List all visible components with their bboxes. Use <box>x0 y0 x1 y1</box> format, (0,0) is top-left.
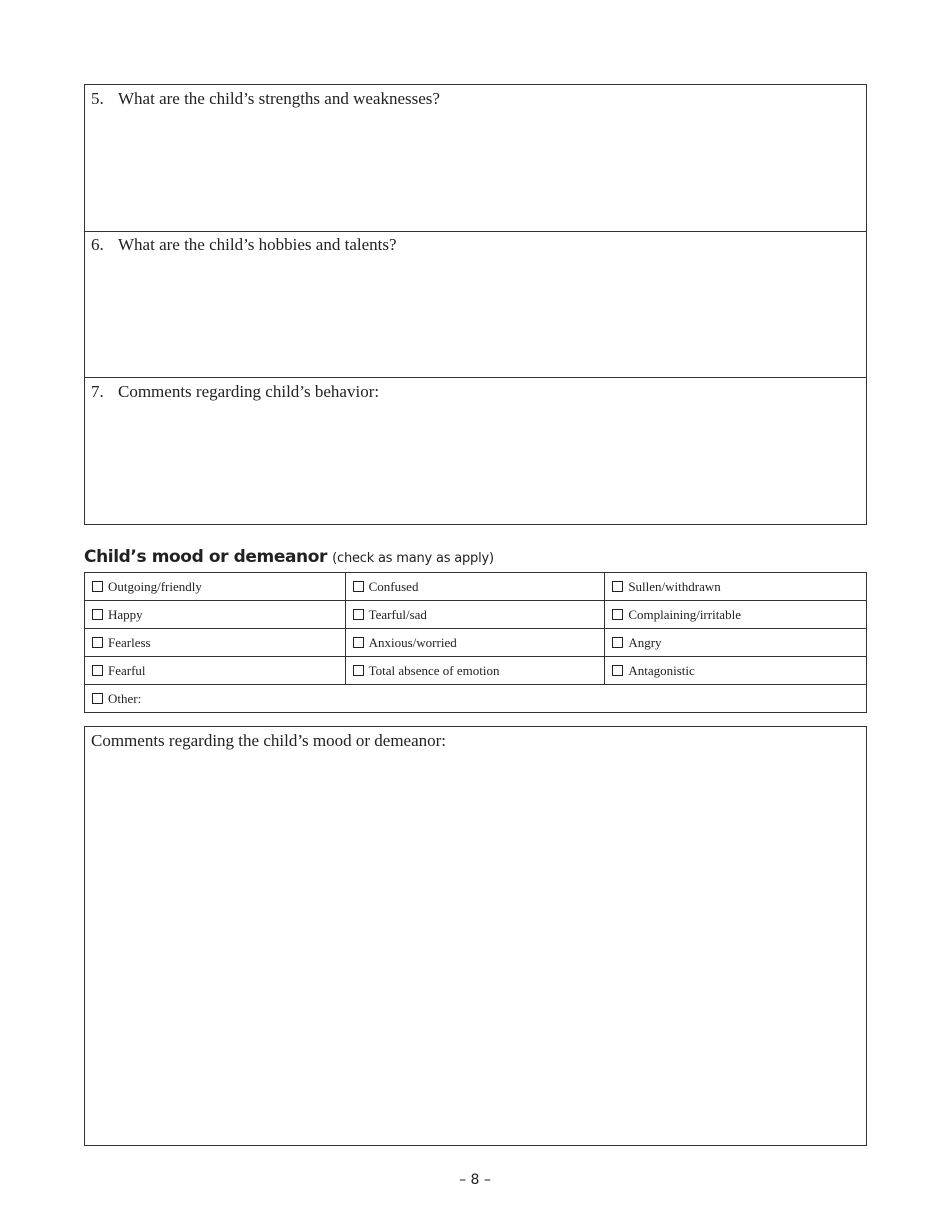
mood-option-label: Confused <box>368 578 419 594</box>
mood-option-label: Outgoing/friendly <box>108 578 202 594</box>
mood-row <box>85 657 867 685</box>
page-number: – 8 – <box>459 1172 491 1188</box>
mood-option-antagonistic[interactable] <box>605 657 867 685</box>
mood-option-angry[interactable] <box>605 629 867 657</box>
mood-option-label: Sullen/withdrawn <box>628 578 721 594</box>
question-text: Comments regarding child’s behavior: <box>118 382 380 401</box>
mood-row <box>85 573 867 601</box>
mood-option-happy[interactable] <box>85 601 346 629</box>
mood-option-outgoing-friendly[interactable] <box>85 573 346 601</box>
question-number: 6. <box>91 235 104 254</box>
checkbox[interactable] <box>92 581 103 592</box>
checkbox[interactable] <box>92 609 103 620</box>
mood-option-anxious-worried[interactable] <box>345 629 605 657</box>
question-number: 7. <box>91 382 104 401</box>
question-6-prompt <box>91 235 397 255</box>
mood-option-other[interactable] <box>85 685 867 713</box>
mood-row <box>85 601 867 629</box>
question-6-answer-box[interactable] <box>84 231 867 378</box>
question-7-prompt <box>91 382 379 402</box>
mood-option-label: Total absence of emotion <box>368 662 500 678</box>
mood-checklist <box>84 572 867 713</box>
question-5-answer-box[interactable] <box>84 84 867 232</box>
mood-option-label: Fearless <box>108 634 151 650</box>
mood-option-fearless[interactable] <box>85 629 346 657</box>
mood-option-confused[interactable] <box>345 573 605 601</box>
mood-row <box>85 629 867 657</box>
mood-option-label: Complaining/irritable <box>628 606 741 622</box>
mood-option-label: Fearful <box>108 662 146 678</box>
mood-option-label: Antagonistic <box>628 662 695 678</box>
checkbox[interactable] <box>612 665 623 676</box>
checkbox[interactable] <box>92 637 103 648</box>
question-7-answer-box[interactable] <box>84 377 867 525</box>
mood-comments-answer-box[interactable] <box>84 726 867 1146</box>
mood-option-total-absence-of-emotion[interactable] <box>345 657 605 685</box>
mood-option-label: Anxious/worried <box>368 634 457 650</box>
checkbox[interactable] <box>353 665 364 676</box>
checkbox[interactable] <box>612 637 623 648</box>
mood-option-sullen-withdrawn[interactable] <box>605 573 867 601</box>
mood-option-label: Angry <box>628 634 662 650</box>
mood-option-fearful[interactable] <box>85 657 346 685</box>
checkbox[interactable] <box>612 581 623 592</box>
mood-option-complaining-irritable[interactable] <box>605 601 867 629</box>
mood-section-note: (check as many as apply) <box>332 551 494 566</box>
mood-row-other <box>85 685 867 713</box>
mood-option-label: Tearful/sad <box>368 606 427 622</box>
checkbox[interactable] <box>353 581 364 592</box>
question-text: What are the child’s strengths and weaknesses? <box>118 89 440 108</box>
mood-option-tearful-sad[interactable] <box>345 601 605 629</box>
checkbox[interactable] <box>353 637 364 648</box>
mood-option-label: Happy <box>108 606 143 622</box>
question-number: 5. <box>91 89 104 108</box>
checkbox[interactable] <box>353 609 364 620</box>
checkbox[interactable] <box>612 609 623 620</box>
question-text: What are the child’s hobbies and talents? <box>118 235 397 254</box>
mood-comments-label: Comments regarding the child’s mood or demeanor: <box>91 731 447 750</box>
mood-section-title: Child’s mood or demeanor <box>84 547 328 567</box>
mood-section-heading <box>84 547 494 567</box>
checkbox[interactable] <box>92 665 103 676</box>
question-5-prompt <box>91 89 440 109</box>
checkbox[interactable] <box>92 693 103 704</box>
mood-option-label: Other: <box>108 690 142 706</box>
